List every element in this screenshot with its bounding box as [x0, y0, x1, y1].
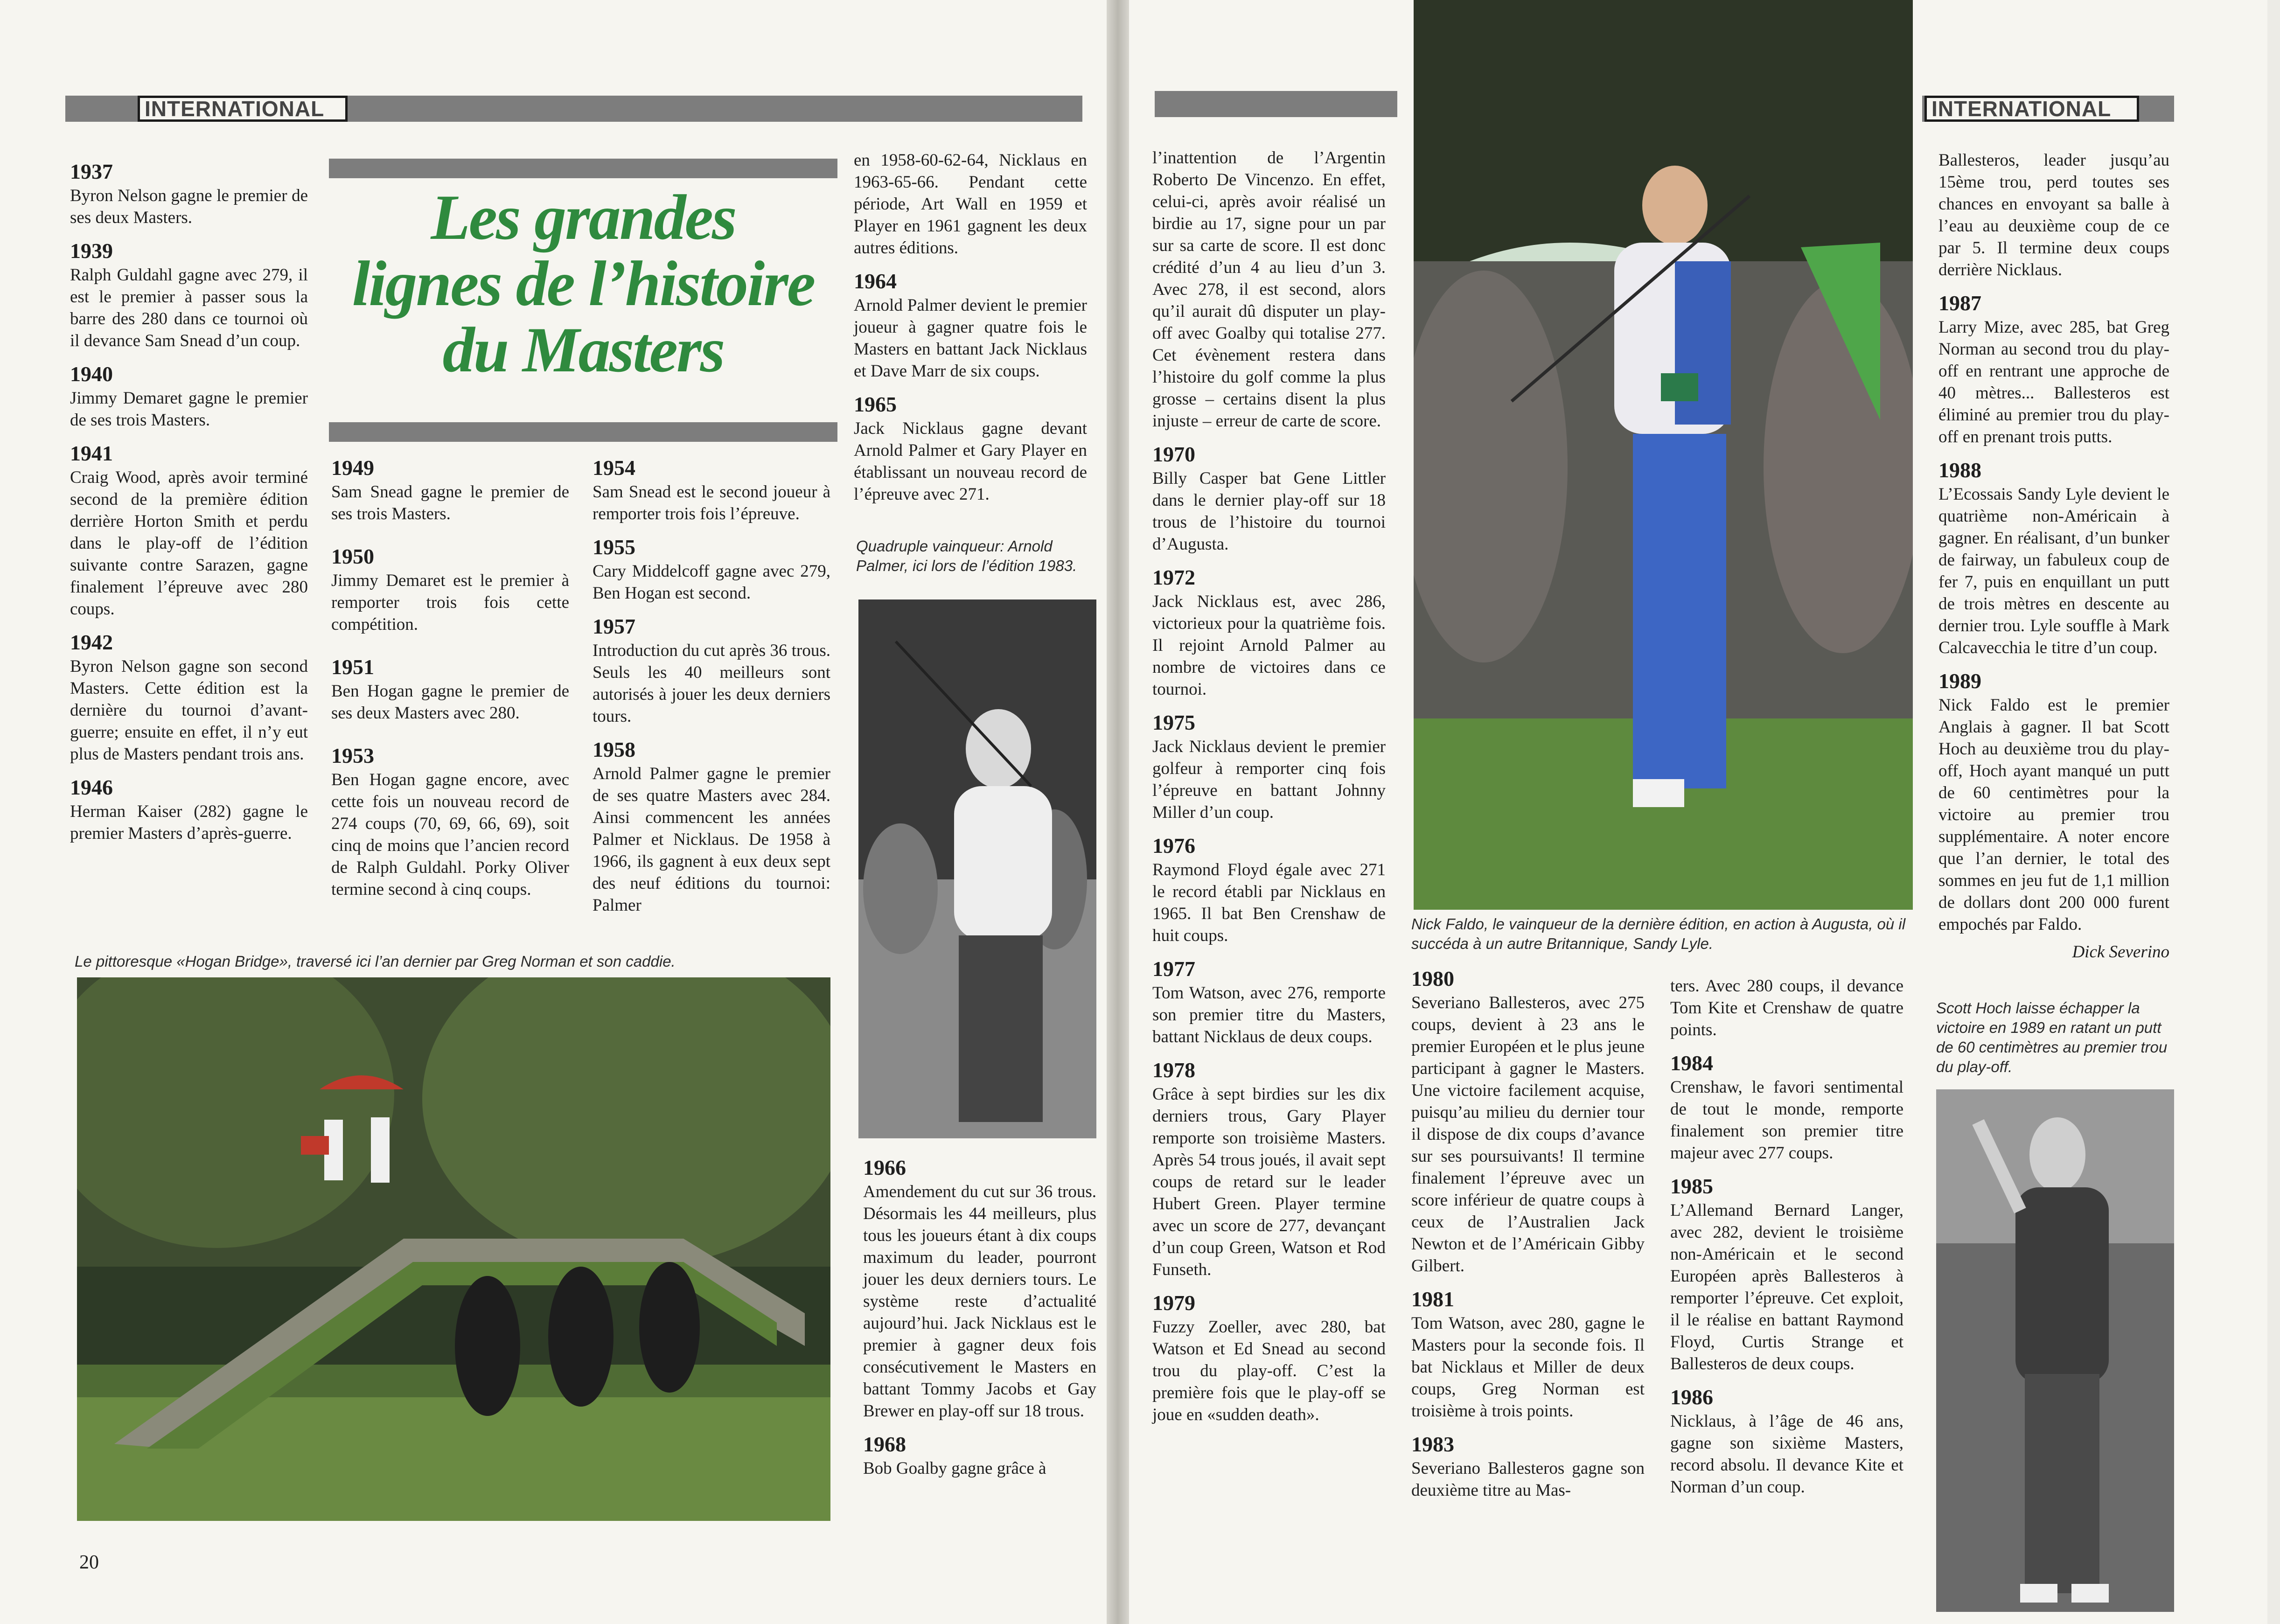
entry-year: 1946: [70, 775, 113, 799]
photo-nick-faldo: [1414, 0, 1913, 910]
section-tag: INTERNATIONAL: [138, 96, 348, 122]
entry-year: 1983: [1411, 1432, 1454, 1456]
column-4: [854, 149, 1087, 515]
entry-year: 1942: [70, 630, 113, 654]
entry-text: Raymond Floyd égale avec 271 le record établi par Nicklaus en 1965. Il bat Ben Crenshaw de huit coups.: [1152, 860, 1386, 945]
entry-text: Jimmy Demaret est le premier à remporter trois fois cette compétition.: [331, 571, 569, 634]
entry-year: 1979: [1152, 1291, 1195, 1315]
entry-text: Arnold Palmer gagne le premier de ses quatre Masters avec 284. Ainsi commencent les années Palmer et Nicklaus. De 1958 à 1966, ils gagnent à eux deux sept des neuf éditions du tournoi: Palmer: [593, 764, 830, 915]
entry-text: Ben Hogan gagne le premier de ses deux Masters avec 280.: [331, 682, 569, 723]
entry-text: Byron Nelson gagne le premier de ses deux Masters.: [70, 186, 308, 227]
entry-text: Amendement du cut sur 36 trous. Désormais les 44 meilleurs, plus tous les joueurs étant à dix coups maximum du leader, pourront jouer les deux derniers tours. Le système reste d’actualité aujourd’hui. Jack Nicklaus est le premier à gagner deux fois consécutivement le Masters en battant Tommy Jacobs et Gay Brewer en play-off sur 18 trous.: [863, 1182, 1096, 1421]
entry-year: 1951: [331, 655, 374, 679]
entry-year: 1987: [1938, 291, 1981, 315]
entry-text: Ralph Guldahl gagne avec 279, il est le premier à passer sous la barre des 280 dans ce tournoi où il devance Sam Snead d’un coup.: [70, 265, 308, 350]
entry-text: Nick Faldo est le premier Anglais à gagner. Il bat Scott Hoch au deuxième trou du play-off, Hoch ayant manqué un putt de 60 centimètres pour la victoire au premier trou supplémentaire. A noter encore que l’an dernier, le total des sommes en jeu fut de 1,1 million de dollars dont 200 000 furent empochés par Faldo.: [1938, 696, 2169, 934]
entry-text: Byron Nelson gagne son second Masters. Cette édition est la dernière du tournoi d’avant-guerre; ensuite en effet, il n’y eut plus de Masters pendant trois ans.: [70, 657, 308, 764]
entry-1979: [1152, 1290, 1386, 1426]
entry-year: 1980: [1411, 967, 1454, 990]
entry-year: 1975: [1152, 711, 1195, 734]
entry-text: ters. Avec 280 coups, il devance Tom Kite et Crenshaw de quatre points.: [1670, 976, 1903, 1039]
entry-text: Severiano Ballesteros gagne son deuxième titre au Mas-: [1411, 1459, 1645, 1500]
caption-faldo: Nick Faldo, le vainqueur de la dernière édition, en action à Augusta, où il succéda à un autre Britannique, Sandy Lyle.: [1411, 915, 1906, 952]
entry-1988: [1938, 457, 2169, 659]
entry-year: 1972: [1152, 565, 1195, 589]
entry-year: 1950: [331, 544, 374, 568]
title-line: Les grandes: [431, 181, 736, 253]
photo-hogan-bridge: [77, 977, 830, 1521]
entry-1984: [1670, 1050, 1903, 1164]
entry-year: 1966: [863, 1156, 906, 1179]
caption-hoch: Scott Hoch laisse échapper la victoire en 1989 en ratant un putt de 60 centimètres au premier trou du play-off.: [1936, 999, 2168, 1075]
entry-1989: [1938, 668, 2169, 962]
entry-1942: [70, 629, 308, 765]
entry-1958: [593, 737, 830, 916]
entry-year: 1957: [593, 614, 635, 638]
entry-1968: [863, 1431, 1096, 1479]
entry-year: 1941: [70, 441, 113, 465]
title-line: lignes de l’histoire: [352, 248, 815, 319]
column-2: [331, 455, 569, 910]
entry-1937: [70, 159, 308, 229]
entry-1983: [1411, 1431, 1645, 1501]
entry-text: Craig Wood, après avoir terminé second de la première édition derrière Horton Smith et perdu dans le play-off de l’édition suivante contre Sarazen, gagne finalement l’épreuve avec 280 coups.: [70, 468, 308, 619]
entry-1964: [854, 268, 1087, 382]
entry-year: 1988: [1938, 458, 1981, 482]
column-3: [593, 455, 830, 926]
entry-year: 1981: [1411, 1287, 1454, 1311]
entry-year: 1937: [70, 160, 113, 183]
entry-text: Jack Nicklaus devient le premier golfeur à remporter cinq fois l’épreuve en battant Johnny Miller d’un coup.: [1152, 737, 1386, 822]
entry-text: Fuzzy Zoeller, avec 280, bat Watson et Ed Snead au second trou du play-off. C’est la première fois que le play-off se joue en «sudden death».: [1152, 1317, 1386, 1424]
entry-text: Billy Casper bat Gene Littler dans le dernier play-off sur 18 trous de l’histoire du tournoi d’Augusta.: [1152, 469, 1386, 554]
entry-text: Sam Snead est le second joueur à remporter trois fois l’épreuve.: [593, 482, 830, 523]
photo-arnold-palmer-image: [858, 599, 1096, 1138]
entry-1966: [863, 1155, 1096, 1422]
entry-1976: [1152, 833, 1386, 947]
entry-text: Cary Middelcoff gagne avec 279, Ben Hogan est second.: [593, 562, 830, 603]
entry-1983-cont: [1670, 975, 1903, 1041]
entry-text: en 1958-60-62-64, Nicklaus en 1963-65-66. Pendant cette période, Art Wall en 1959 et Player en 1961 gagnent les deux autres éditions.: [854, 151, 1087, 258]
photo-scott-hoch-image: [1936, 1089, 2174, 1612]
entry-year: 1953: [331, 744, 374, 767]
entry-1985: [1670, 1173, 1903, 1375]
entry-year: 1985: [1670, 1174, 1713, 1198]
photo-nick-faldo-image: [1414, 0, 1913, 910]
entry-text: Bob Goalby gagne grâce à: [863, 1459, 1046, 1478]
entry-text: Jack Nicklaus gagne devant Arnold Palmer et Gary Player en établissant un nouveau record de l’épreuve avec 271.: [854, 419, 1087, 504]
page-gutter: [1107, 0, 1129, 1624]
entry-1980: [1411, 966, 1645, 1277]
entry-1972: [1152, 565, 1386, 700]
photo-scott-hoch: [1936, 1089, 2174, 1612]
entry-1977: [1152, 956, 1386, 1048]
entry-text: Jack Nicklaus est, avec 286, victorieux pour la quatrième fois. Il rejoint Arnold Palmer au nombre de victoires dans ce tournoi.: [1152, 592, 1386, 699]
entry-year: 1970: [1152, 442, 1195, 466]
title-rule-bottom: [329, 422, 837, 442]
entry-1940: [70, 361, 308, 431]
entry-text: Tom Watson, avec 280, gagne le Masters pour la seconde fois. Il bat Nicklaus et Miller de deux coups, Greg Norman est troisième à trois points.: [1411, 1314, 1645, 1421]
entry-year: 1940: [70, 362, 113, 386]
page-number: 20: [79, 1552, 99, 1573]
title-rule-top: [329, 159, 837, 178]
entry-text: Ben Hogan gagne encore, avec cette fois un nouveau record de 274 coups (70, 69, 66, 69), soit cinq de moins que l’ancien record de Ralph Guldahl. Porky Oliver termine second à cinq coups.: [331, 770, 569, 899]
entry-year: 1958: [593, 738, 635, 761]
entry-1981: [1411, 1286, 1645, 1422]
entry-text: Introduction du cut après 36 trous. Seuls les 40 meilleurs sont autorisés à jouer les deux derniers tours.: [593, 641, 830, 726]
entry-text: L’Ecossais Sandy Lyle devient le quatrième non-Américain à gagner. En réalisant, d’un bunker de fairway, un fabuleux coup de fer 7, puis en enquillant un putt de trois mètres en descente au dernier trou. Lyle souffle à Mark Calcavecchia le titre d’un coup.: [1938, 485, 2169, 657]
entry-1950: [331, 544, 569, 635]
entry-text: Larry Mize, avec 285, bat Greg Norman au second trou du play-off en rentrant une approche de 40 mètres... Ballesteros est éliminé au premier trou du play-off en prenant trois putts.: [1938, 318, 2169, 446]
entry-1951: [331, 654, 569, 724]
entry-year: 1977: [1152, 957, 1195, 981]
article-title: [327, 181, 840, 385]
entry-text: Ballesteros, leader jusqu’au 15ème trou, perd toutes ses chances en envoyant sa balle à l’eau au deuxième coup de ce par 5. Il termine deux coups derrière Nicklaus.: [1938, 151, 2169, 279]
entry-year: 1989: [1938, 669, 1981, 693]
entry-year: 1939: [70, 239, 113, 263]
entry-1946: [70, 774, 308, 844]
entry-year: 1955: [593, 535, 635, 559]
entry-text: Herman Kaiser (282) gagne le premier Masters d’après-guerre.: [70, 802, 308, 843]
column-1: [70, 159, 308, 854]
header-band: [1155, 91, 1397, 117]
entry-year: 1965: [854, 392, 897, 416]
author-signature: Dick Severino: [2072, 942, 2169, 962]
entry-year: 1954: [593, 456, 635, 480]
entry-year: 1949: [331, 456, 374, 480]
entry-1953: [331, 743, 569, 900]
entry-1941: [70, 440, 308, 620]
entry-year: 1964: [854, 269, 897, 293]
entry-text: Tom Watson, avec 276, remporte son premier titre du Masters, battant Nicklaus de deux coups.: [1152, 983, 1386, 1046]
entry-year: 1984: [1670, 1051, 1713, 1075]
entry-1986-cont: [1938, 149, 2169, 281]
column-5: [1152, 147, 1386, 1435]
entry-text: Severiano Ballesteros, avec 275 coups, devient à 23 ans le premier Européen et le plus jeune participant à gagner le Masters. Une victoire facilement acquise, puisqu’au milieu du dernier tour il dispose de dix coups d’avance sur ses poursuivants! Il termine finalement l’épreuve avec un score inférieur de quatre coups à ceux de l’Australien Jack Newton et de l’Américain Gibby Gilbert.: [1411, 993, 1645, 1276]
column-6: [1411, 966, 1645, 1511]
caption-palmer: Quadruple vainqueur: Arnold Palmer, ici lors de l’édition 1983.: [856, 537, 1077, 574]
entry-year: 1976: [1152, 834, 1195, 857]
right-page: [1129, 0, 2267, 1624]
left-page: [0, 0, 1107, 1624]
entry-1957: [593, 613, 830, 727]
entry-text: l’inattention de l’Argentin Roberto De Vincenzo. En effet, celui-ci, après avoir réalisé un birdie au 17, signe pour un par sur sa carte de score. Il est donc crédité d’un 4 au lieu d’un 3. Avec 278, il est second, alors qu’il aurait dû disputer un play-off avec Goalby qui totalise 277. Cet évènement restera dans l’histoire du golf comme la plus grosse – certains disent la plus injuste – erreur de carte de score.: [1152, 148, 1386, 431]
entry-year: 1978: [1152, 1058, 1195, 1082]
entry-text: Jimmy Demaret gagne le premier de ses trois Masters.: [70, 389, 308, 430]
entry-text: Sam Snead gagne le premier de ses trois Masters.: [331, 482, 569, 523]
entry-1939: [70, 238, 308, 352]
entry-1954: [593, 455, 830, 525]
caption-bridge: Le pittoresque «Hogan Bridge», traversé ici l’an dernier par Greg Norman et son caddie.: [75, 953, 676, 970]
column-7: [1670, 975, 1903, 1507]
entry-1958-cont: [854, 149, 1087, 259]
entry-text: Grâce à sept birdies sur les dix derniers trous, Gary Player remporte son troisième Masters. Après 54 trous joués, il avait sept coups de retard sur le leader Hubert Green. Player termine avec un score de 277, devançant d’un coup Green, Watson et Rod Funseth.: [1152, 1085, 1386, 1279]
entry-1978: [1152, 1057, 1386, 1281]
entry-1987: [1938, 290, 2169, 448]
entry-1949: [331, 455, 569, 525]
photo-hogan-bridge-image: [77, 977, 830, 1521]
entry-text: Crenshaw, le favori sentimental de tout le monde, remporte finalement son premier titre majeur avec 277 coups.: [1670, 1078, 1903, 1163]
column-4-bottom: [863, 1155, 1096, 1489]
column-8: [1938, 149, 2169, 963]
section-tag: INTERNATIONAL: [1924, 96, 2139, 122]
entry-1986: [1670, 1384, 1903, 1498]
entry-1975: [1152, 710, 1386, 823]
title-line: du Masters: [442, 314, 724, 385]
photo-arnold-palmer: [858, 599, 1096, 1138]
entry-1970: [1152, 441, 1386, 555]
entry-1955: [593, 534, 830, 604]
entry-text: L’Allemand Bernard Langer, avec 282, devient le troisième non-Américain et le second Européen après Ballesteros à remporter l’épreuve. Cet exploit, il le réalise en battant Raymond Floyd, Curtis Strange et Ballesteros de deux coups.: [1670, 1201, 1903, 1373]
entry-1965: [854, 391, 1087, 505]
entry-text: Nicklaus, à l’âge de 46 ans, gagne son sixième Masters, record absolu. Il devance Kite et Norman d’un coup.: [1670, 1412, 1903, 1497]
entry-text: Arnold Palmer devient le premier joueur à gagner quatre fois le Masters en battant Jack Nicklaus et Dave Marr de six coups.: [854, 296, 1087, 381]
entry-1968-cont: [1152, 147, 1386, 432]
entry-year: 1968: [863, 1432, 906, 1456]
entry-year: 1986: [1670, 1385, 1713, 1409]
